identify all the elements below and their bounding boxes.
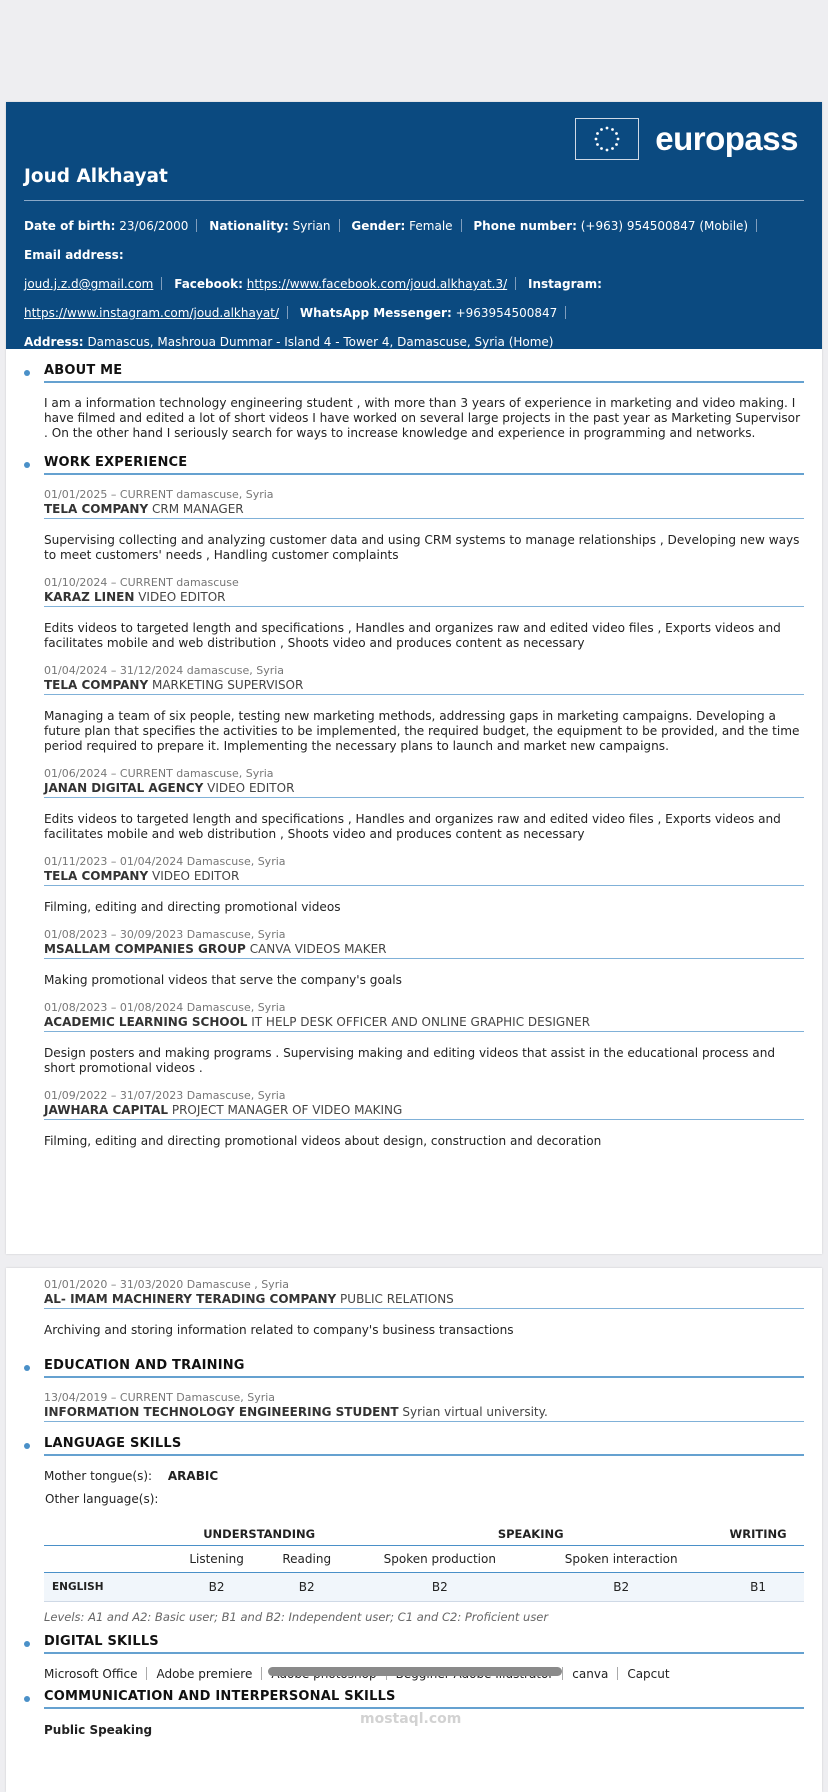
work-entry	[44, 576, 804, 651]
empty-cell	[712, 1546, 804, 1573]
eu-stars-icon	[575, 118, 639, 160]
page-1-content	[6, 363, 822, 1149]
language-row	[44, 1573, 804, 1602]
section-rule	[44, 1376, 804, 1378]
levels-legend: Levels: A1 and A2: Basic user; B1 and B2: Independent user; C1 and C2: Proficient user	[44, 1610, 549, 1624]
whatsapp-label: WhatsApp Messenger:	[299, 306, 452, 320]
entry-title	[44, 781, 804, 797]
section-bullet-icon	[24, 1443, 30, 1449]
about-heading: ABOUT ME	[44, 363, 123, 378]
entry-role: MARKETING SUPERVISOR	[151, 678, 304, 692]
section-rule	[44, 1707, 804, 1709]
separator	[617, 1667, 618, 1680]
entry-company: MSALLAM COMPANIES GROUP	[44, 942, 246, 956]
separator	[161, 277, 162, 290]
entry-role: PUBLIC RELATIONS	[340, 1292, 454, 1306]
work-entry	[44, 1278, 804, 1338]
language-table-subheader	[44, 1546, 804, 1573]
entry-role: PROJECT MANAGER OF VIDEO MAKING	[171, 1103, 403, 1117]
education-section-title	[44, 1358, 804, 1378]
entry-company: JANAN DIGITAL AGENCY	[44, 781, 204, 795]
entry-description: Edits videos to targeted length and specifications , Handles and organizes raw and edited video files , Exports videos and facilitates mobile and web distribution , Shoots video and produces content as necessary	[44, 812, 781, 841]
entry-title	[44, 502, 804, 518]
gender-value: Female	[409, 219, 453, 233]
entry-role: CRM MANAGER	[151, 502, 244, 516]
email-label: Email address:	[24, 248, 124, 262]
work-entry	[44, 928, 804, 988]
entry-title	[44, 678, 804, 694]
logo-text: europass	[655, 120, 798, 157]
work-section-title	[44, 455, 804, 475]
skill-item: Microsoft Office	[44, 1667, 138, 1681]
contact-info	[24, 212, 804, 357]
entry-description: Filming, editing and directing promotional videos about design, construction and decoration	[44, 1134, 602, 1148]
about-text: I am a information technology engineering student , with more than 3 years of experience in marketing and video making. I have filmed and edited a lot of short videos I have worked on several large projects in the past year as Marketing Supervisor . On the other hand I seriously search for ways to increase knowledge and experience in programming and networks.	[44, 396, 801, 440]
cv-page-1	[6, 102, 822, 1254]
education-degree: INFORMATION TECHNOLOGY ENGINEERING STUDENT	[44, 1405, 399, 1419]
section-rule	[44, 381, 804, 383]
education-school: Syrian virtual university.	[402, 1405, 548, 1419]
language-table-header	[44, 1523, 804, 1546]
section-rule	[44, 1454, 804, 1456]
separator	[515, 277, 516, 290]
entry-date-location: 01/01/2020 – 31/03/2020 Damascuse , Syria	[44, 1278, 290, 1291]
entry-company: TELA COMPANY	[44, 502, 149, 516]
scroll-handle[interactable]	[268, 1667, 562, 1676]
entry-title	[44, 1103, 804, 1119]
entry-rule	[44, 958, 804, 959]
other-languages-label: Other language(s):	[45, 1492, 159, 1506]
email-link[interactable]: joud.j.z.d@gmail.com	[24, 277, 154, 291]
entry-title	[44, 942, 804, 958]
facebook-label: Facebook:	[174, 277, 243, 291]
mother-tongue-row	[44, 1469, 804, 1483]
entry-rule	[44, 1421, 804, 1422]
entry-company: AL- IMAM MACHINERY TERADING COMPANY	[44, 1292, 337, 1306]
entry-date-location: 01/08/2023 – 01/08/2024 Damascuse, Syria	[44, 1001, 286, 1014]
speaking-header: SPEAKING	[349, 1523, 712, 1546]
digital-heading: DIGITAL SKILLS	[44, 1634, 159, 1649]
education-entry	[44, 1391, 804, 1422]
separator	[562, 1667, 563, 1680]
listening-header: Listening	[169, 1546, 264, 1573]
instagram-label: Instagram:	[528, 277, 602, 291]
entry-rule	[44, 694, 804, 695]
entry-role: VIDEO EDITOR	[138, 590, 226, 604]
entry-role: IT HELP DESK OFFICER AND ONLINE GRAPHIC DESIGNER	[251, 1015, 591, 1029]
separator	[196, 219, 197, 232]
work-heading: WORK EXPERIENCE	[44, 455, 188, 470]
skill-item: Capcut	[627, 1667, 670, 1681]
europass-logo	[575, 118, 798, 160]
person-name: Joud Alkhayat	[24, 166, 168, 187]
section-rule	[44, 473, 804, 475]
address-value: Damascus, Mashroua Dummar - Island 4 - Tower 4, Damascuse, Syria (Home)	[87, 335, 554, 349]
entry-rule	[44, 518, 804, 519]
separator	[461, 219, 462, 232]
separator	[146, 1667, 147, 1680]
communication-item: Public Speaking	[44, 1723, 153, 1737]
entry-date-location: 13/04/2019 – CURRENT Damascuse, Syria	[44, 1391, 276, 1404]
entry-rule	[44, 606, 804, 607]
separator	[261, 1667, 262, 1680]
entry-role: VIDEO EDITOR	[151, 869, 240, 883]
phone-label: Phone number:	[473, 219, 577, 233]
section-bullet-icon	[24, 370, 30, 376]
mother-tongue-label: Mother tongue(s):	[44, 1469, 153, 1483]
level-cell: B2	[264, 1573, 349, 1602]
entry-company: TELA COMPANY	[44, 678, 149, 692]
entry-title	[44, 1015, 804, 1031]
level-cell: B2	[169, 1573, 264, 1602]
reading-header: Reading	[264, 1546, 349, 1573]
work-entry	[44, 1089, 804, 1149]
entry-date-location: 01/09/2022 – 31/07/2023 Damascuse, Syria	[44, 1089, 286, 1102]
separator	[339, 219, 340, 232]
entry-date-location: 01/11/2023 – 01/04/2024 Damascuse, Syria	[44, 855, 286, 868]
level-cell: B1	[712, 1573, 804, 1602]
spoken-interaction-header: Spoken interaction	[530, 1546, 712, 1573]
level-cell: B2	[349, 1573, 530, 1602]
entry-description: Archiving and storing information related to company's business transactions	[44, 1323, 514, 1337]
empty-cell	[44, 1546, 169, 1573]
level-cell: B2	[530, 1573, 712, 1602]
nationality-value: Syrian	[292, 219, 331, 233]
language-table	[44, 1523, 804, 1602]
separator	[287, 306, 288, 319]
entry-rule	[44, 797, 804, 798]
whatsapp-value: +963954500847	[455, 306, 558, 320]
empty-cell	[44, 1523, 169, 1546]
spoken-production-header: Spoken production	[349, 1546, 530, 1573]
language-section-title	[44, 1436, 804, 1456]
entry-role: VIDEO EDITOR	[207, 781, 295, 795]
entry-company: JAWHARA CAPITAL	[44, 1103, 169, 1117]
dob-value: 23/06/2000	[119, 219, 189, 233]
skill-item: Adobe premiere	[156, 1667, 253, 1681]
address-label: Address:	[24, 335, 84, 349]
entry-date-location: 01/10/2024 – CURRENT damascuse	[44, 576, 239, 589]
entry-description: Managing a team of six people, testing new marketing methods, addressing gaps in marketing campaigns. Developing a future plan that specifies the activities to be implemented, the required budget, the equipment to be provided, and the time period required to prepare it. Implementing the necessary plans to launch and market new campaigns.	[44, 709, 800, 753]
entry-title	[44, 590, 804, 606]
facebook-link[interactable]: https://www.facebook.com/joud.alkhayat.3/	[246, 277, 508, 291]
language-name: ENGLISH	[44, 1573, 169, 1602]
watermark: mostaql.com	[360, 1711, 462, 1727]
entry-description: Edits videos to targeted length and specifications , Handles and organizes raw and edited video files , Exports videos and facilitates mobile and web distribution , Shoots video and produces content as necessary	[44, 621, 781, 650]
entry-description: Making promotional videos that serve the company's goals	[44, 973, 402, 987]
phone-value: (+963) 954500847 (Mobile)	[580, 219, 749, 233]
mother-tongue-value: ARABIC	[167, 1469, 219, 1483]
header-divider	[24, 200, 804, 201]
gender-label: Gender:	[351, 219, 406, 233]
entry-title	[44, 1405, 804, 1421]
entry-title	[44, 1292, 804, 1308]
language-heading: LANGUAGE SKILLS	[44, 1436, 182, 1451]
communication-heading: COMMUNICATION AND INTERPERSONAL SKILLS	[44, 1689, 396, 1704]
entry-company: ACADEMIC LEARNING SCHOOL	[44, 1015, 248, 1029]
instagram-link[interactable]: https://www.instagram.com/joud.alkhayat/	[24, 306, 280, 320]
nationality-label: Nationality:	[209, 219, 289, 233]
separator	[756, 219, 757, 232]
work-entry	[44, 664, 804, 754]
entry-rule	[44, 885, 804, 886]
work-entry	[44, 855, 804, 915]
entry-description: Filming, editing and directing promotional videos	[44, 900, 341, 914]
cv-header	[6, 102, 822, 349]
entry-title	[44, 869, 804, 885]
section-bullet-icon	[24, 1641, 30, 1647]
skill-item: canva	[572, 1667, 609, 1681]
entry-date-location: 01/04/2024 – 31/12/2024 damascuse, Syria	[44, 664, 285, 677]
entry-rule	[44, 1308, 804, 1309]
entry-date-location: 01/01/2025 – CURRENT damascuse, Syria	[44, 488, 274, 501]
work-entry	[44, 1001, 804, 1076]
work-entry	[44, 767, 804, 842]
writing-header: WRITING	[712, 1523, 804, 1546]
entry-description: Design posters and making programs . Supervising making and editing videos that assist in the educational process and short promotional videos .	[44, 1046, 776, 1075]
education-heading: EDUCATION AND TRAINING	[44, 1358, 245, 1373]
entry-rule	[44, 1031, 804, 1032]
communication-section-title	[44, 1689, 804, 1709]
section-bullet-icon	[24, 1365, 30, 1371]
entry-company: KARAZ LINEN	[44, 590, 135, 604]
entry-role: CANVA VIDEOS MAKER	[249, 942, 387, 956]
understanding-header: UNDERSTANDING	[169, 1523, 349, 1546]
entry-date-location: 01/06/2024 – CURRENT damascuse, Syria	[44, 767, 274, 780]
entry-description: Supervising collecting and analyzing customer data and using CRM systems to manage relationships , Developing new ways to meet customers' needs , Handling customer complaints	[44, 533, 800, 562]
about-section-title	[44, 363, 804, 383]
entry-date-location: 01/08/2023 – 30/09/2023 Damascuse, Syria	[44, 928, 286, 941]
section-rule	[44, 1652, 804, 1654]
entry-rule	[44, 1119, 804, 1120]
entry-company: TELA COMPANY	[44, 869, 149, 883]
digital-section-title	[44, 1634, 804, 1654]
section-bullet-icon	[24, 462, 30, 468]
dob-label: Date of birth:	[24, 219, 116, 233]
separator	[565, 306, 566, 319]
work-entry	[44, 488, 804, 563]
section-bullet-icon	[24, 1696, 30, 1702]
